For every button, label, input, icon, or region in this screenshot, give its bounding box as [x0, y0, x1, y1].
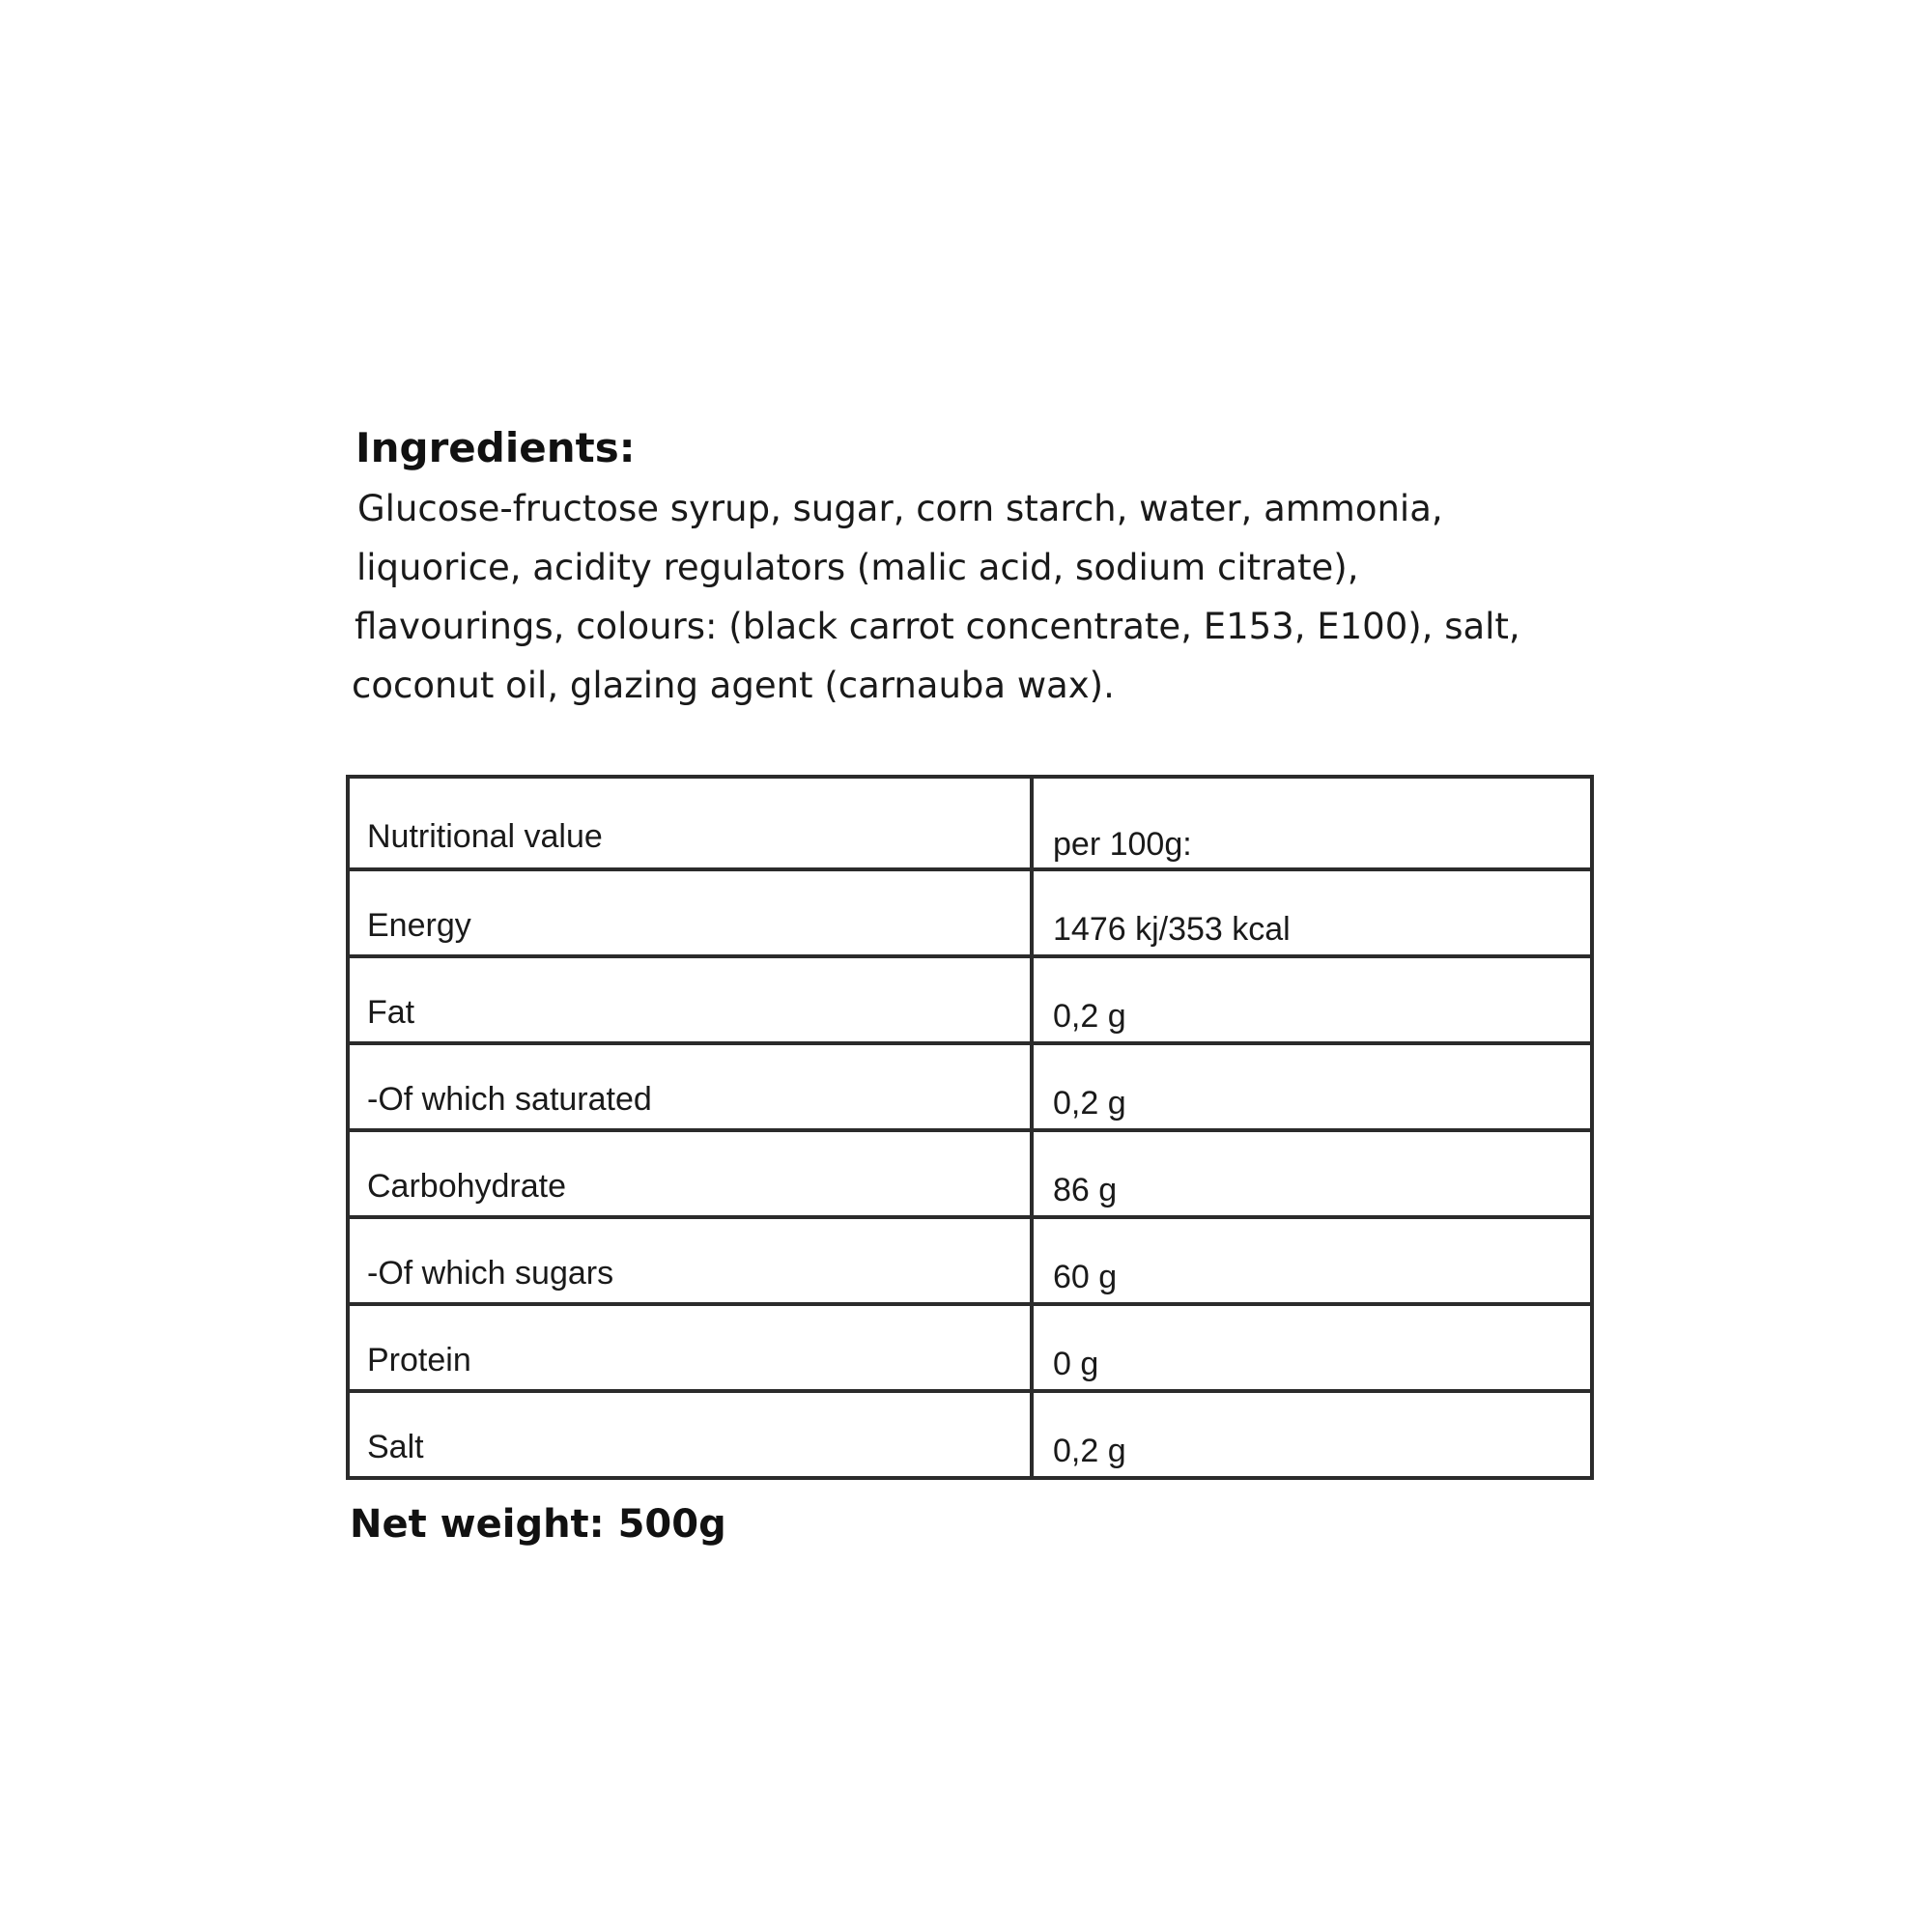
nutrition-row-energy	[348, 869, 1592, 956]
nutrition-row-saturated	[348, 1043, 1592, 1130]
ingredients-heading: Ingredients:	[355, 424, 636, 471]
net-weight-label: Net weight: 500g	[350, 1502, 726, 1547]
nutrient-value: 86 g	[1032, 1130, 1592, 1217]
nutrient-value: 0 g	[1032, 1304, 1592, 1391]
nutrient-label: -Of which saturated	[348, 1043, 1032, 1130]
ingredients-list	[352, 479, 1602, 715]
cropped-net-weight-text	[350, 1502, 726, 1547]
nutrient-value: 1476 kj/353 kcal	[1032, 869, 1592, 956]
nutrient-label: Fat	[348, 956, 1032, 1043]
nutrition-row-sugars	[348, 1217, 1592, 1304]
nutrition-row-fat	[348, 956, 1592, 1043]
nutrition-header-row	[348, 777, 1592, 869]
nutrition-header-label: Nutritional value	[348, 777, 1032, 869]
nutrient-label: -Of which sugars	[348, 1217, 1032, 1304]
nutrition-row-carbohydrate	[348, 1130, 1592, 1217]
ingredients-line: Glucose-fructose syrup, sugar, corn starch, water, ammonia,	[357, 488, 1443, 529]
nutrition-row-protein	[348, 1304, 1592, 1391]
ingredients-line: flavourings, colours: (black carrot concentrate, E153, E100), salt,	[355, 606, 1520, 647]
nutrient-value: 60 g	[1032, 1217, 1592, 1304]
nutrient-value: 0,2 g	[1032, 1043, 1592, 1130]
ingredients-line: coconut oil, glazing agent (carnauba wax).	[352, 665, 1115, 706]
nutrient-label: Energy	[348, 869, 1032, 956]
nutrition-row-salt	[348, 1391, 1592, 1478]
nutrition-header-value: per 100g:	[1032, 777, 1592, 869]
nutrient-value: 0,2 g	[1032, 1391, 1592, 1478]
nutrient-value: 0,2 g	[1032, 956, 1592, 1043]
nutrition-table	[346, 775, 1594, 1480]
nutrient-label: Protein	[348, 1304, 1032, 1391]
ingredients-section	[346, 421, 1602, 715]
ingredients-line: liquorice, acidity regulators (malic acid, sodium citrate),	[356, 547, 1359, 588]
nutrient-label: Carbohydrate	[348, 1130, 1032, 1217]
nutrient-label: Salt	[348, 1391, 1032, 1478]
